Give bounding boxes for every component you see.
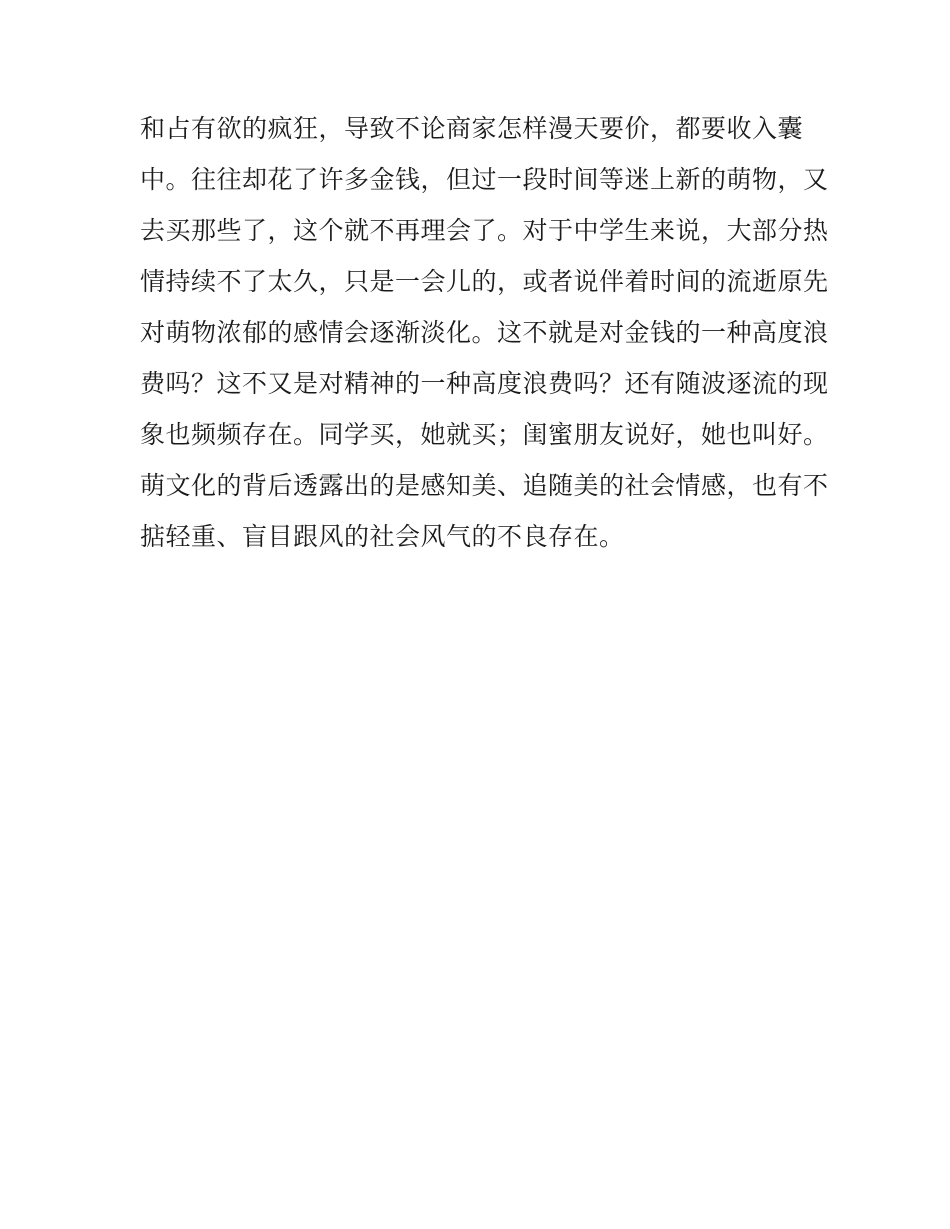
text-line: 情持续不了太久，只是一会儿的，或者说伴着时间的流逝原先	[140, 267, 829, 296]
text-line: 费吗？这不又是对精神的一种高度浪费吗？还有随波逐流的现	[140, 369, 829, 398]
text-line: 象也频频存在。同学买，她就买；闺蜜朋友说好，她也叫好。	[140, 420, 829, 449]
text-line: 去买那些了，这个就不再理会了。对于中学生来说，大部分热	[140, 216, 829, 245]
text-line: 中。往往却花了许多金钱，但过一段时间等迷上新的萌物，又	[140, 165, 829, 194]
body-paragraph	[140, 108, 830, 567]
text-line: 和占有欲的疯狂，导致不论商家怎样漫天要价，都要收入囊	[140, 114, 804, 143]
text-line: 萌文化的背后透露出的是感知美、追随美的社会情感，也有不	[140, 471, 829, 500]
text-line: 掂轻重、盲目跟风的社会风气的不良存在。	[140, 522, 625, 551]
text-line: 对萌物浓郁的感情会逐渐淡化。这不就是对金钱的一种高度浪	[140, 318, 829, 347]
